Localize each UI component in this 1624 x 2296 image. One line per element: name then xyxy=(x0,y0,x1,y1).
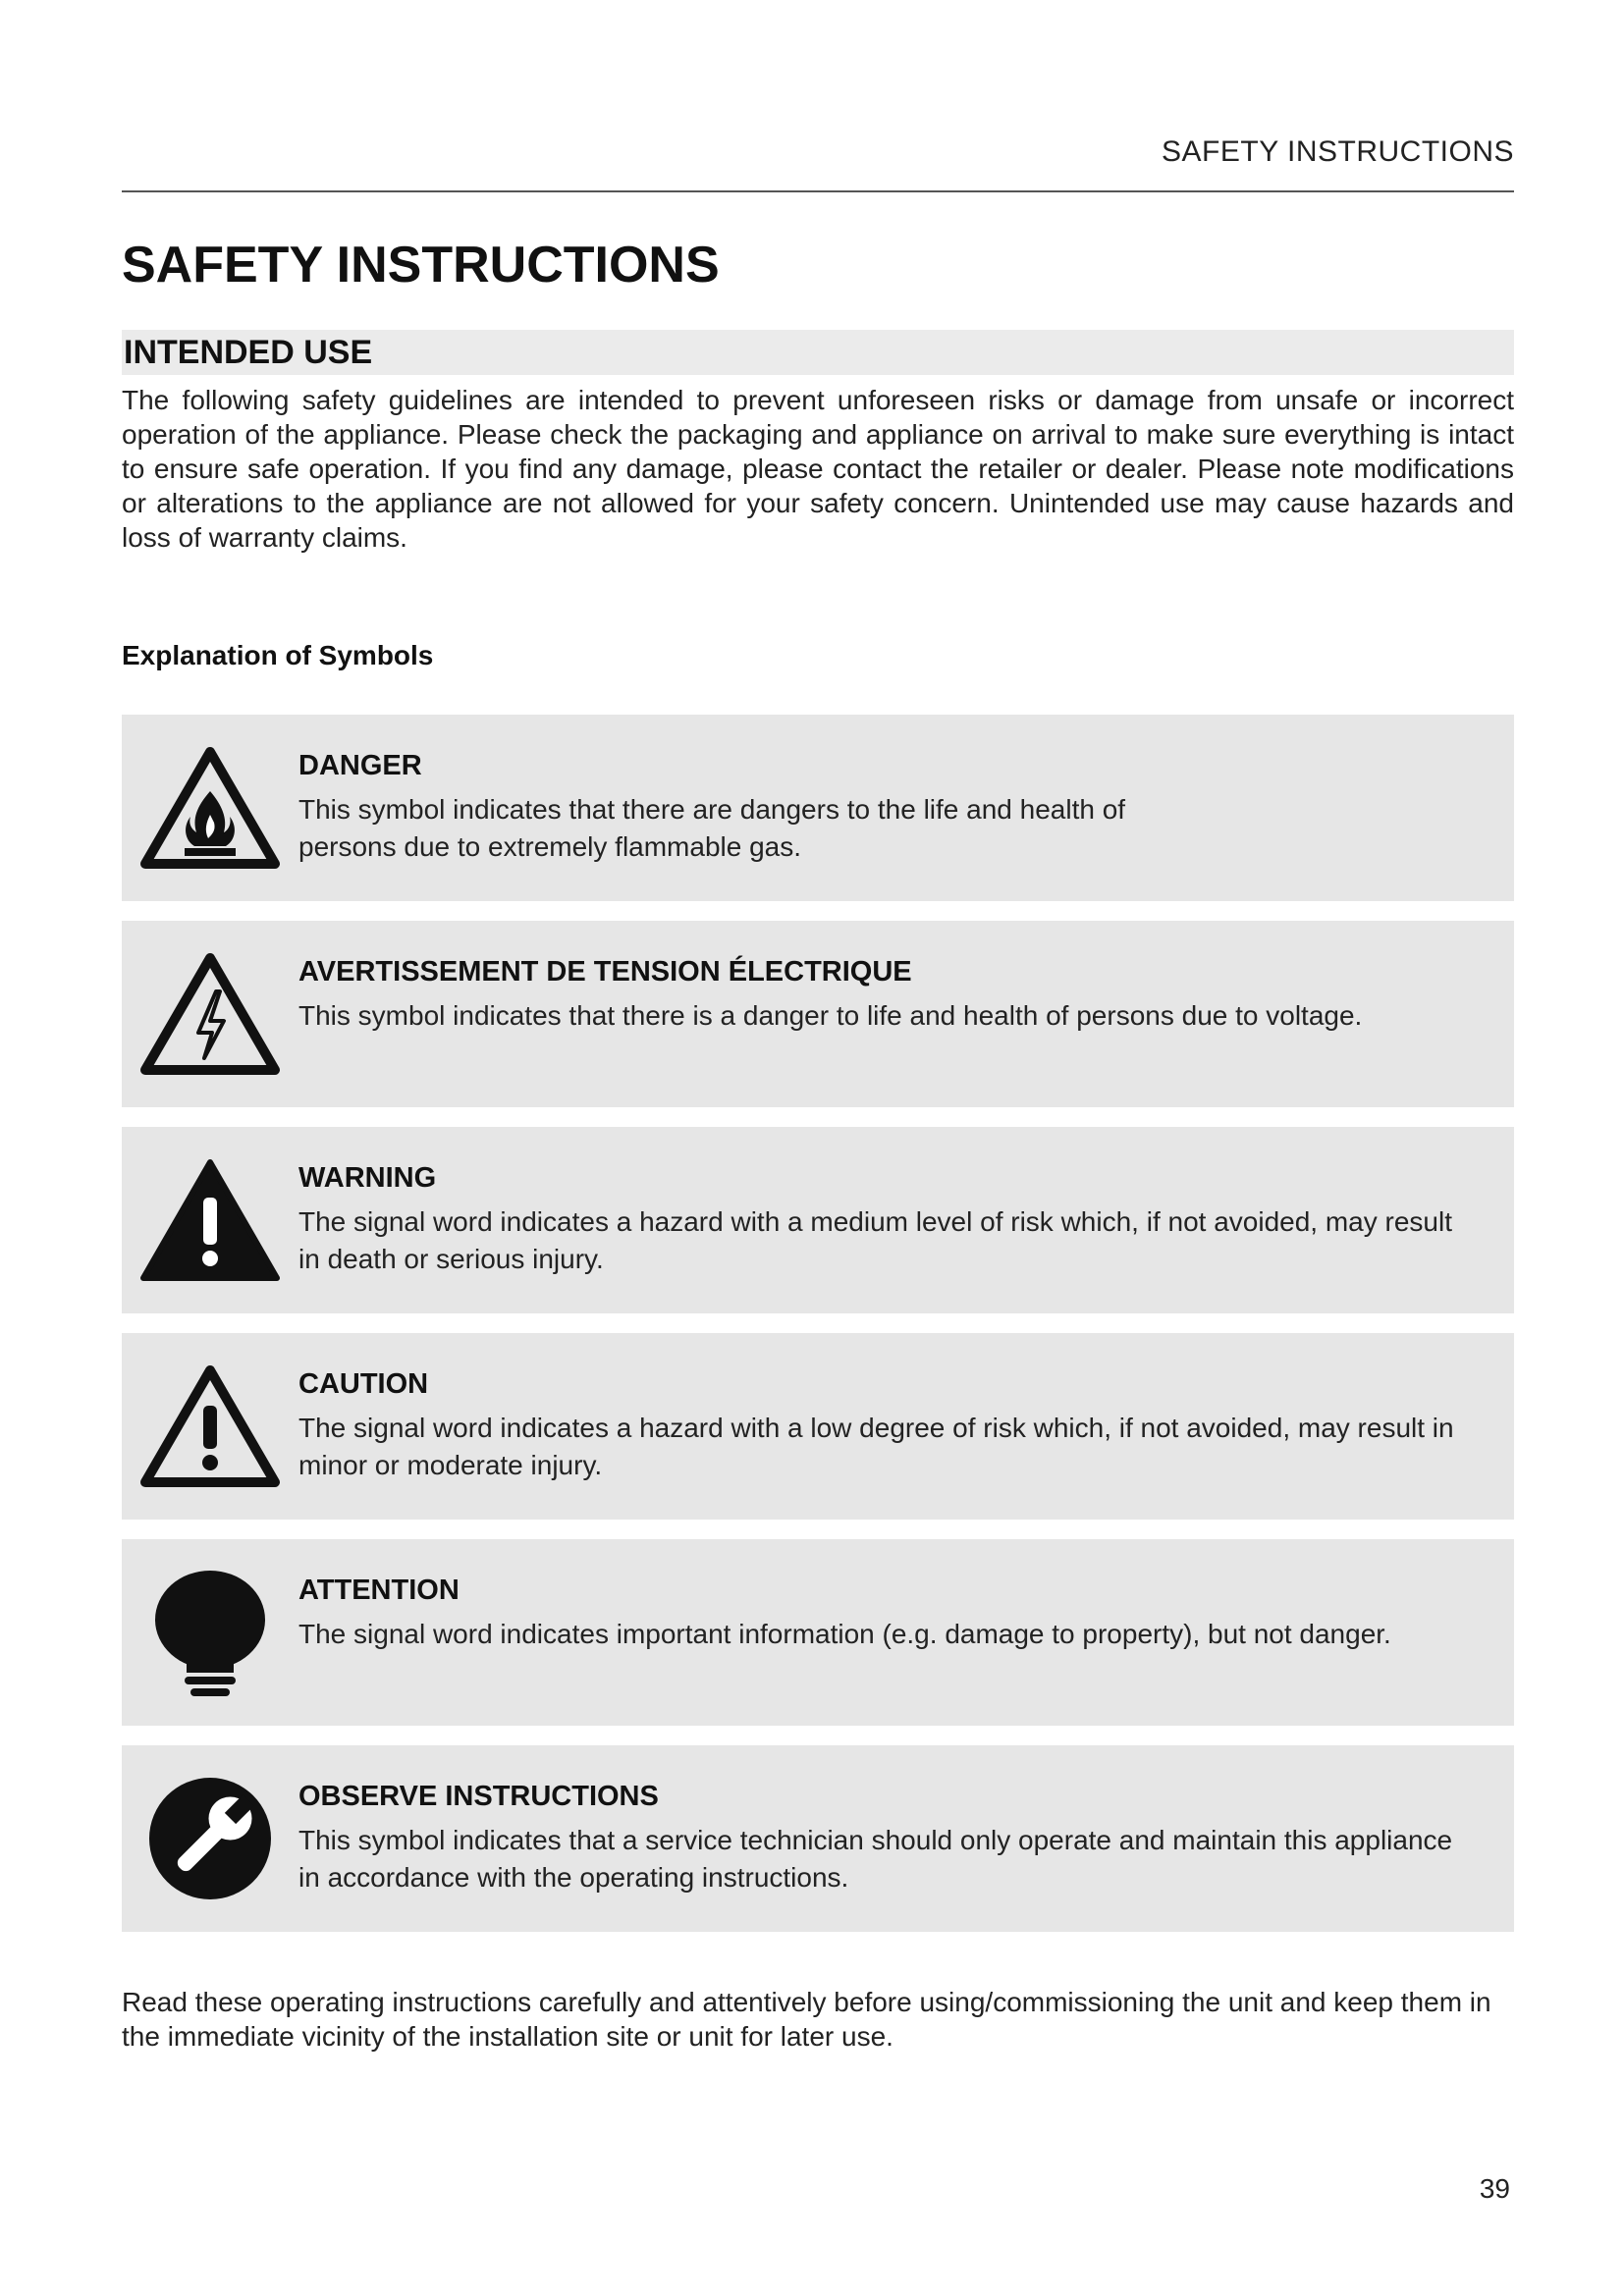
symbols-heading: Explanation of Symbols xyxy=(122,640,434,670)
symbol-title: OBSERVE INSTRUCTIONS xyxy=(298,1781,659,1812)
wrench-icon xyxy=(137,1773,283,1904)
symbol-box-caution xyxy=(122,1333,1514,1520)
symbol-description: The signal word indicates a hazard with a medium level of risk which, if not avoided, may result in death or serious injury. xyxy=(298,1206,1452,1274)
attention-bulb-icon xyxy=(137,1567,283,1698)
symbol-box-danger xyxy=(122,715,1514,901)
page-title: SAFETY INSTRUCTIONS xyxy=(122,237,720,294)
symbol-box-electric xyxy=(122,921,1514,1107)
symbol-description: The signal word indicates a hazard with a low degree of risk which, if not avoided, may result in minor or moderate injury. xyxy=(298,1413,1454,1480)
caution-exclamation-icon xyxy=(137,1361,283,1492)
header-rule xyxy=(122,190,1514,192)
symbol-title: WARNING xyxy=(298,1162,437,1194)
running-header: SAFETY INSTRUCTIONS xyxy=(1162,135,1514,168)
closing-paragraph: Read these operating instructions carefully and attentively before using/commissioning the unit and keep them in the immediate vicinity of the installation site or unit for later use. xyxy=(122,1987,1491,2052)
symbol-title: AVERTISSEMENT DE TENSION ÉLECTRIQUE xyxy=(298,956,912,988)
symbol-box-warning xyxy=(122,1127,1514,1313)
intended-use-heading: INTENDED USE xyxy=(122,330,1514,375)
symbol-description: This symbol indicates that a service technician should only operate and maintain this appliance in accordance with the operating instructions. xyxy=(298,1825,1453,1893)
symbol-box-attention xyxy=(122,1539,1514,1726)
page-number: 39 xyxy=(1479,2173,1510,2204)
symbol-description: The signal word indicates important information (e.g. damage to property), but not danger. xyxy=(298,1619,1391,1649)
symbol-box-observe-instructions xyxy=(122,1745,1514,1932)
symbol-title: CAUTION xyxy=(298,1368,429,1400)
symbol-title: ATTENTION xyxy=(298,1575,460,1606)
symbol-title: DANGER xyxy=(298,750,422,781)
intended-use-paragraph: The following safety guidelines are intended to prevent unforeseen risks or damage from unsafe or incorrect operation of the appliance. Please check the packaging and appliance on arrival to make sure everything is intact to ensure safe operation. If you find any damage, please contact the retailer or dealer. Please note modifications or alterations to the appliance are not allowed for your safety concern. Unintended use may cause hazards and loss of warranty claims. xyxy=(122,385,1514,553)
warning-exclamation-icon xyxy=(137,1154,283,1286)
flammable-warning-icon xyxy=(137,742,283,874)
electric-voltage-warning-icon xyxy=(137,948,283,1080)
symbol-description: This symbol indicates that there is a danger to life and health of persons due to voltage. xyxy=(298,1000,1363,1031)
symbol-description: This symbol indicates that there are dangers to the life and health of persons due to extremely flammable gas. xyxy=(298,794,1126,862)
